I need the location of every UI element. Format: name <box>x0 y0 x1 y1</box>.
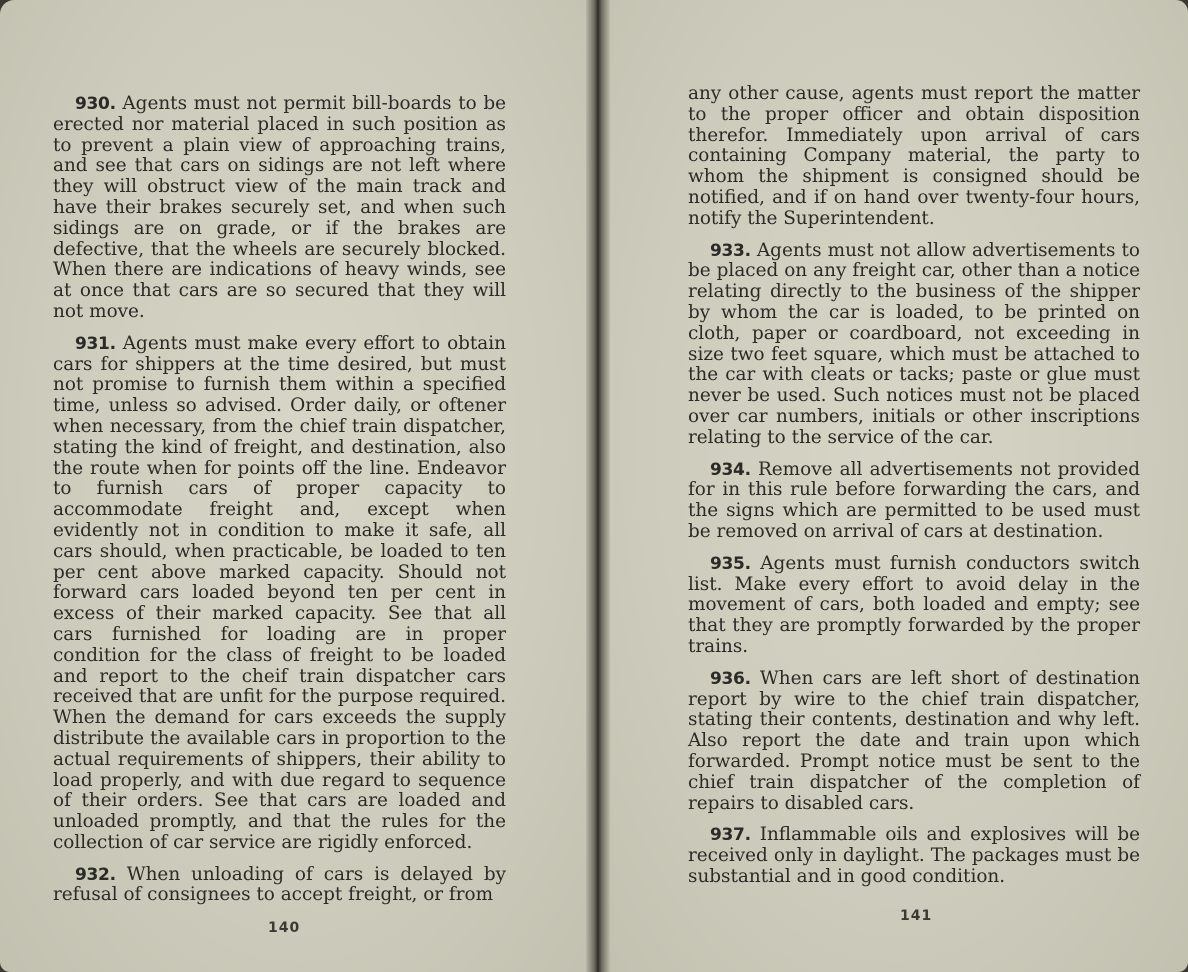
rule-number: 930. <box>75 94 116 114</box>
rule-number: 934. <box>710 459 751 480</box>
rule-paragraph <box>53 334 506 854</box>
rule-number: 932. <box>75 864 116 885</box>
right-page-text <box>688 84 1140 899</box>
rule-paragraph <box>688 460 1140 543</box>
rule-paragraph <box>688 554 1140 658</box>
rule-text: Agents must not permit bill-boards to be erected nor material placed in such position as to prevent a plain view of approaching trains, and see that cars on sidings are not left where they will obstruct view of the main track and have their brakes securely set, and when such sidings are on grade, or if the brakes are defective, that the wheels are securely blocked. When there are indications of heavy winds, see at once that cars are so secured that they will not move. <box>53 93 506 322</box>
rule-text: Remove all advertisements not provided for in this rule before forwarding the cars, and the signs which are permitted to be used must be removed on arrival of cars at destination. <box>688 458 1140 542</box>
rule-paragraph <box>53 865 506 907</box>
rule-text: When cars are left short of destination report by wire to the chief train dispatcher, stating their contents, destination and why left. Also report the date and train upon which forwarded. Prompt notice must be sent to the chief train dispatcher of the completion of repairs to disabled cars. <box>688 667 1140 814</box>
rule-paragraph <box>688 241 1140 449</box>
rule-number: 937. <box>710 825 751 846</box>
rule-number: 935. <box>710 553 751 574</box>
rule-number: 931. <box>75 333 116 354</box>
rule-text: Inflammable oils and explosives will be received only in daylight. The packages must be substantial and in good condition. <box>688 824 1140 887</box>
page-number: 140 <box>268 920 301 936</box>
rule-paragraph <box>688 669 1140 815</box>
continued-paragraph: any other cause, agents must report the matter to the proper officer and obtain disposition therefor. Immediately upon arrival of cars containing Company material, the party to whom the shipment is consigned should be notified, and if on hand over twenty-four hours, notify the Superintendent. <box>688 83 1140 229</box>
left-page-text <box>53 94 506 917</box>
rule-paragraph <box>53 94 506 323</box>
rule-text: Agents must not allow advertisements to be placed on any freight car, other than a notice relating directly to the business of the shipper by whom the car is loaded, to be printed on cloth, paper or coardboard, not exceeding in size two feet square, which must be attached to the car with cleats or tacks; paste or glue must never be used. Such notices must not be placed over car numbers, initials or other inscriptions relating to the service of the car. <box>688 239 1140 448</box>
rule-text: Agents must make every effort to obtain cars for shippers at the time desired, but must not promise to furnish them within a specified time, unless so advised. Order daily, or oftener when necessary, from the chief train dispatcher, stating the kind of freight, and destination, also the route when for points off the line. Endeavor to furnish cars of proper capacity to accommodate freight and, except when evidently not in condition to make it safe, all cars should, when practicable, be loaded to ten per cent above marked capacity. Should not forward cars loaded beyond ten per cent in excess of their marked capacity. See that all cars furnished for loading are in proper condition for the class of freight to be loaded and report to the cheif train dispatcher cars received that are unfit for the purpose required. When the demand for cars exceeds the supply distribute the available cars in proportion to the actual requirements of shippers, their ability to load properly, and with due regard to sequence of their orders. See that cars are loaded and unloaded promptly, and that the rules for the collection of car service are rigidly enforced. <box>53 332 506 853</box>
book-gutter <box>586 0 610 972</box>
rule-number: 933. <box>710 240 751 261</box>
page-number: 141 <box>900 908 933 924</box>
rule-text: When unloading of cars is delayed by refusal of consignees to accept freight, or from <box>53 863 506 906</box>
rule-text: Agents must furnish conductors switch list. Make every effort to avoid delay in the movement of cars, both loaded and empty; see that they are promptly forwarded by the proper trains. <box>688 552 1140 657</box>
rule-paragraph <box>688 825 1140 887</box>
rule-number: 936. <box>710 668 751 689</box>
